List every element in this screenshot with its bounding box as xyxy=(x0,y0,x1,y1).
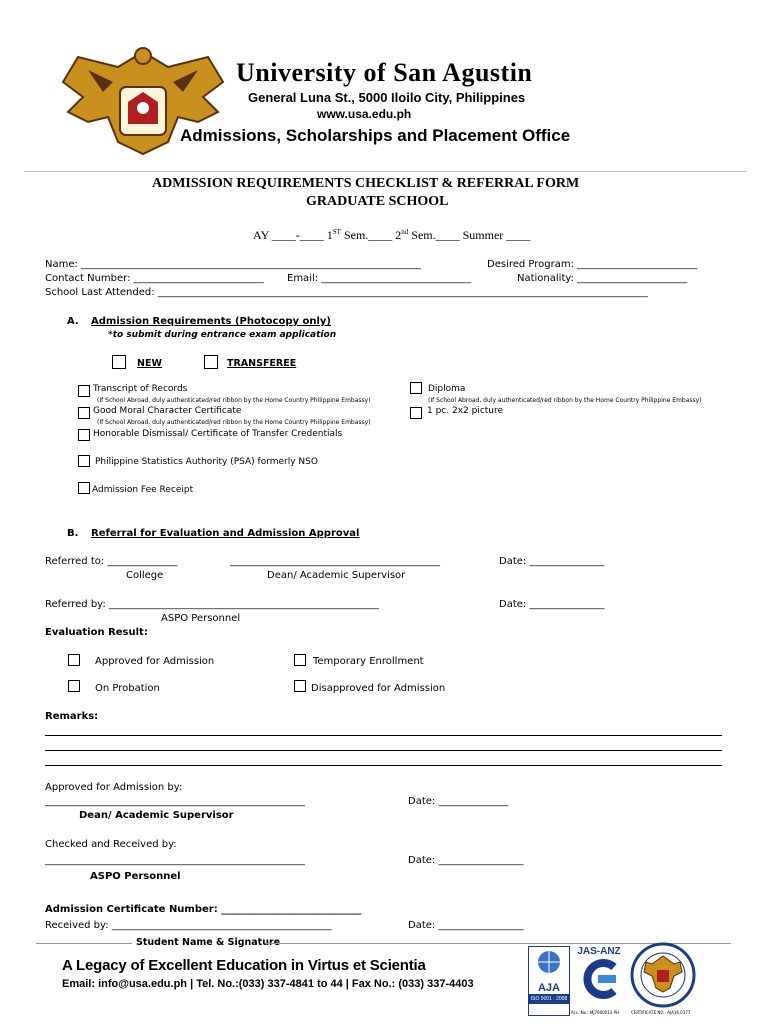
section-b-title: Referral for Evaluation and Admission Approval xyxy=(91,528,360,539)
remarks-line-1[interactable] xyxy=(45,735,722,736)
aspo-signature-label: ASPO Personnel xyxy=(90,871,181,882)
globe-icon xyxy=(529,947,569,977)
dean-supervisor-line[interactable]: __________________________________________ xyxy=(230,556,440,567)
college-label: College xyxy=(126,570,164,581)
contact-number-field[interactable]: Contact Number: __________________________ xyxy=(45,273,264,284)
referred-by-field[interactable]: Referred by: ______________________________________________________ xyxy=(45,599,379,610)
approved-by-signature-line[interactable]: ____________________________________________________ xyxy=(45,796,305,807)
jas-anz-logo: JAS-ANZ xyxy=(572,946,626,1008)
remarks-line-2[interactable] xyxy=(45,750,722,751)
date-field-4[interactable]: Date: _________________ xyxy=(408,855,524,866)
aspo-personnel-label: ASPO Personnel xyxy=(161,613,241,624)
dean-signature-label: Dean/ Academic Supervisor xyxy=(79,810,234,821)
remarks-label: Remarks: xyxy=(45,711,99,722)
university-address: General Luna St., 5000 Iloilo City, Philippines xyxy=(248,90,526,105)
date-field-3[interactable]: Date: ______________ xyxy=(408,796,509,807)
certificate-number: CERTIFICATE NO.: AJA16.0377 xyxy=(631,1010,691,1015)
approved-checkbox[interactable] xyxy=(68,654,80,666)
jas-anz-emblem-icon xyxy=(572,957,626,1001)
section-a-title: Admission Requirements (Photocopy only) xyxy=(91,316,331,327)
referred-to-field[interactable]: Referred to: ______________ xyxy=(45,556,178,567)
psa-label: Philippine Statistics Authority (PSA) formerly NSO xyxy=(95,457,318,467)
aja-logo: AJA ISO 9001 : 2008 xyxy=(528,946,570,1016)
form-title: ADMISSION REQUIREMENTS CHECKLIST & REFERRAL FORM xyxy=(152,176,580,191)
honorable-dismissal-label: Honorable Dismissal/ Certificate of Transfer Credentials xyxy=(93,429,343,439)
evaluation-result-label: Evaluation Result: xyxy=(45,627,148,638)
email-field[interactable]: Email: ______________________________ xyxy=(287,273,472,284)
nationality-field[interactable]: Nationality: ______________________ xyxy=(517,273,688,284)
good-moral-note: (If School Abroad, duly authenticated/red ribbon by the Home Country Philippine Embassy) xyxy=(97,419,371,426)
section-a-letter: A. xyxy=(67,316,79,327)
school-last-attended-field[interactable]: School Last Attended: __________________________________________________________________________________________________ xyxy=(45,287,648,298)
transcript-note: (If School Abroad, duly authenticated/red ribbon by the Home Country Philippine Embassy) xyxy=(97,397,371,404)
psa-checkbox[interactable] xyxy=(78,455,90,467)
desired-program-field[interactable]: Desired Program: ________________________ xyxy=(487,259,698,270)
accreditation-number: Acc. No.: MJ7000013 PH xyxy=(571,1010,620,1015)
good-moral-checkbox[interactable] xyxy=(78,407,90,419)
university-name: University of San Agustin xyxy=(236,58,533,87)
date-field-2[interactable]: Date: _______________ xyxy=(499,599,605,610)
transferee-checkbox[interactable] xyxy=(204,355,218,369)
dean-academic-label: Dean/ Academic Supervisor xyxy=(267,570,406,581)
picture-label: 1 pc. 2x2 picture xyxy=(427,406,504,416)
diploma-label: Diploma xyxy=(428,384,466,394)
student-signature-label: Student Name & Signature xyxy=(136,937,281,948)
usa-seal-logo xyxy=(630,942,696,1008)
transcript-checkbox[interactable] xyxy=(78,385,90,397)
diploma-checkbox[interactable] xyxy=(410,382,422,394)
remarks-line-3[interactable] xyxy=(45,765,722,766)
received-by-field[interactable]: Received by: ____________________________________________ xyxy=(45,920,332,931)
footer-divider-left xyxy=(36,943,132,944)
new-label: NEW xyxy=(137,358,162,369)
good-moral-label: Good Moral Character Certificate xyxy=(93,406,242,416)
footer-slogan: A Legacy of Excellent Education in Virtus et Scientia xyxy=(62,957,426,974)
university-website: www.usa.edu.ph xyxy=(317,107,412,121)
checked-by-label: Checked and Received by: xyxy=(45,839,177,850)
header-divider xyxy=(24,171,746,172)
admission-certificate-number-field[interactable]: Admission Certificate Number: ____________________________ xyxy=(45,904,362,915)
footer-contact-info: Email: info@usa.edu.ph | Tel. No.:(033) 337-4841 to 44 | Fax No.: (033) 337-4403 xyxy=(62,978,474,990)
checked-by-signature-line[interactable]: ____________________________________________________ xyxy=(45,855,305,866)
honorable-dismissal-checkbox[interactable] xyxy=(78,429,90,441)
approved-by-label: Approved for Admission by: xyxy=(45,782,183,793)
name-field[interactable]: Name: ____________________________________________________________________ xyxy=(45,259,422,270)
date-field-1[interactable]: Date: _______________ xyxy=(499,556,605,567)
probation-label: On Probation xyxy=(95,683,160,694)
picture-checkbox[interactable] xyxy=(410,407,422,419)
transferee-label: TRANSFEREE xyxy=(227,358,297,369)
probation-checkbox[interactable] xyxy=(68,680,80,692)
transcript-label: Transcript of Records xyxy=(93,384,188,394)
admission-fee-checkbox[interactable] xyxy=(78,482,90,494)
approved-label: Approved for Admission xyxy=(95,656,215,667)
academic-year-line: AY ____-____ 1ST Sem.____ 2nd Sem.____ Summer ____ xyxy=(253,228,531,242)
section-b-letter: B. xyxy=(67,528,79,539)
new-checkbox[interactable] xyxy=(112,355,126,369)
section-a-note: *to submit during entrance exam application xyxy=(108,330,337,340)
disapproved-checkbox[interactable] xyxy=(294,680,306,692)
form-subtitle: GRADUATE SCHOOL xyxy=(306,194,449,209)
temporary-enrollment-checkbox[interactable] xyxy=(294,654,306,666)
admission-fee-label: Admission Fee Receipt xyxy=(92,485,194,495)
disapproved-label: Disapproved for Admission xyxy=(311,683,446,694)
office-name: Admissions, Scholarships and Placement Office xyxy=(180,126,571,145)
temporary-enrollment-label: Temporary Enrollment xyxy=(313,656,424,667)
date-field-5[interactable]: Date: _________________ xyxy=(408,920,524,931)
diploma-note: (If School Abroad, duly authenticated/red ribbon by the Home Country Philippine Embassy) xyxy=(428,397,702,404)
